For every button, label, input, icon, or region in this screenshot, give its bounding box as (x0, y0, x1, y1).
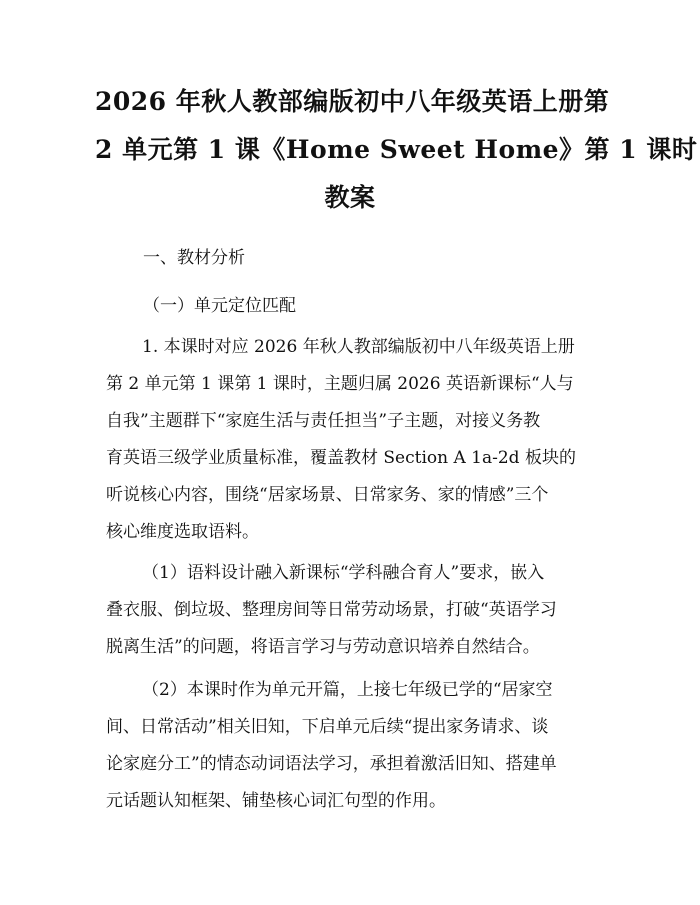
paragraph-point-1 (106, 555, 599, 666)
paragraph-line: 育英语三级学业质量标准，覆盖教材 Section A 1a-2d 板块的 (106, 448, 576, 468)
paragraph-line: 论家庭分工”的情态动词语法学习，承担着激活旧知、搭建单 (106, 754, 557, 774)
title-line: 2026 年秋人教部编版初中八年级英语上册第 (95, 87, 610, 116)
subsection-heading: （一）单元定位匹配 (143, 296, 296, 316)
paragraph-line: 元话题认知框架、铺垫核心词汇句型的作用。 (106, 791, 446, 811)
title-line: 教案 (324, 183, 376, 212)
paragraph-point-2 (106, 672, 599, 820)
document-title (95, 78, 698, 222)
paragraph-line: 第 2 单元第 1 课第 1 课时，主题归属 2026 英语新课标“人与 (106, 374, 574, 394)
paragraph-line: （2）本课时作为单元开篇，上接七年级已学的“居家空 (142, 680, 553, 700)
paragraph-line: 间、日常活动”相关旧知，下启单元后续“提出家务请求、谈 (106, 717, 549, 737)
section-heading: 一、教材分析 (143, 248, 245, 268)
paragraph-line: 听说核心内容，围绕“居家场景、日常家务、家的情感”三个 (106, 485, 549, 505)
paragraph-line: 1. 本课时对应 2026 年秋人教部编版初中八年级英语上册 (142, 337, 575, 357)
paragraph-line: 叠衣服、倒垃圾、整理房间等日常劳动场景，打破“英语学习 (106, 600, 557, 620)
paragraph-line: 自我”主题群下“家庭生活与责任担当”子主题，对接义务教 (106, 411, 541, 431)
paragraph-line: 核心维度选取语料。 (106, 522, 259, 542)
paragraph-line: 脱离生活”的问题，将语言学习与劳动意识培养自然结合。 (106, 637, 540, 657)
title-line: 2 单元第 1 课《Home Sweet Home》第 1 课时 (95, 135, 698, 164)
paragraph-line: （1）语料设计融入新课标“学科融合育人”要求，嵌入 (142, 563, 545, 583)
paragraph-unit-overview (106, 329, 599, 551)
